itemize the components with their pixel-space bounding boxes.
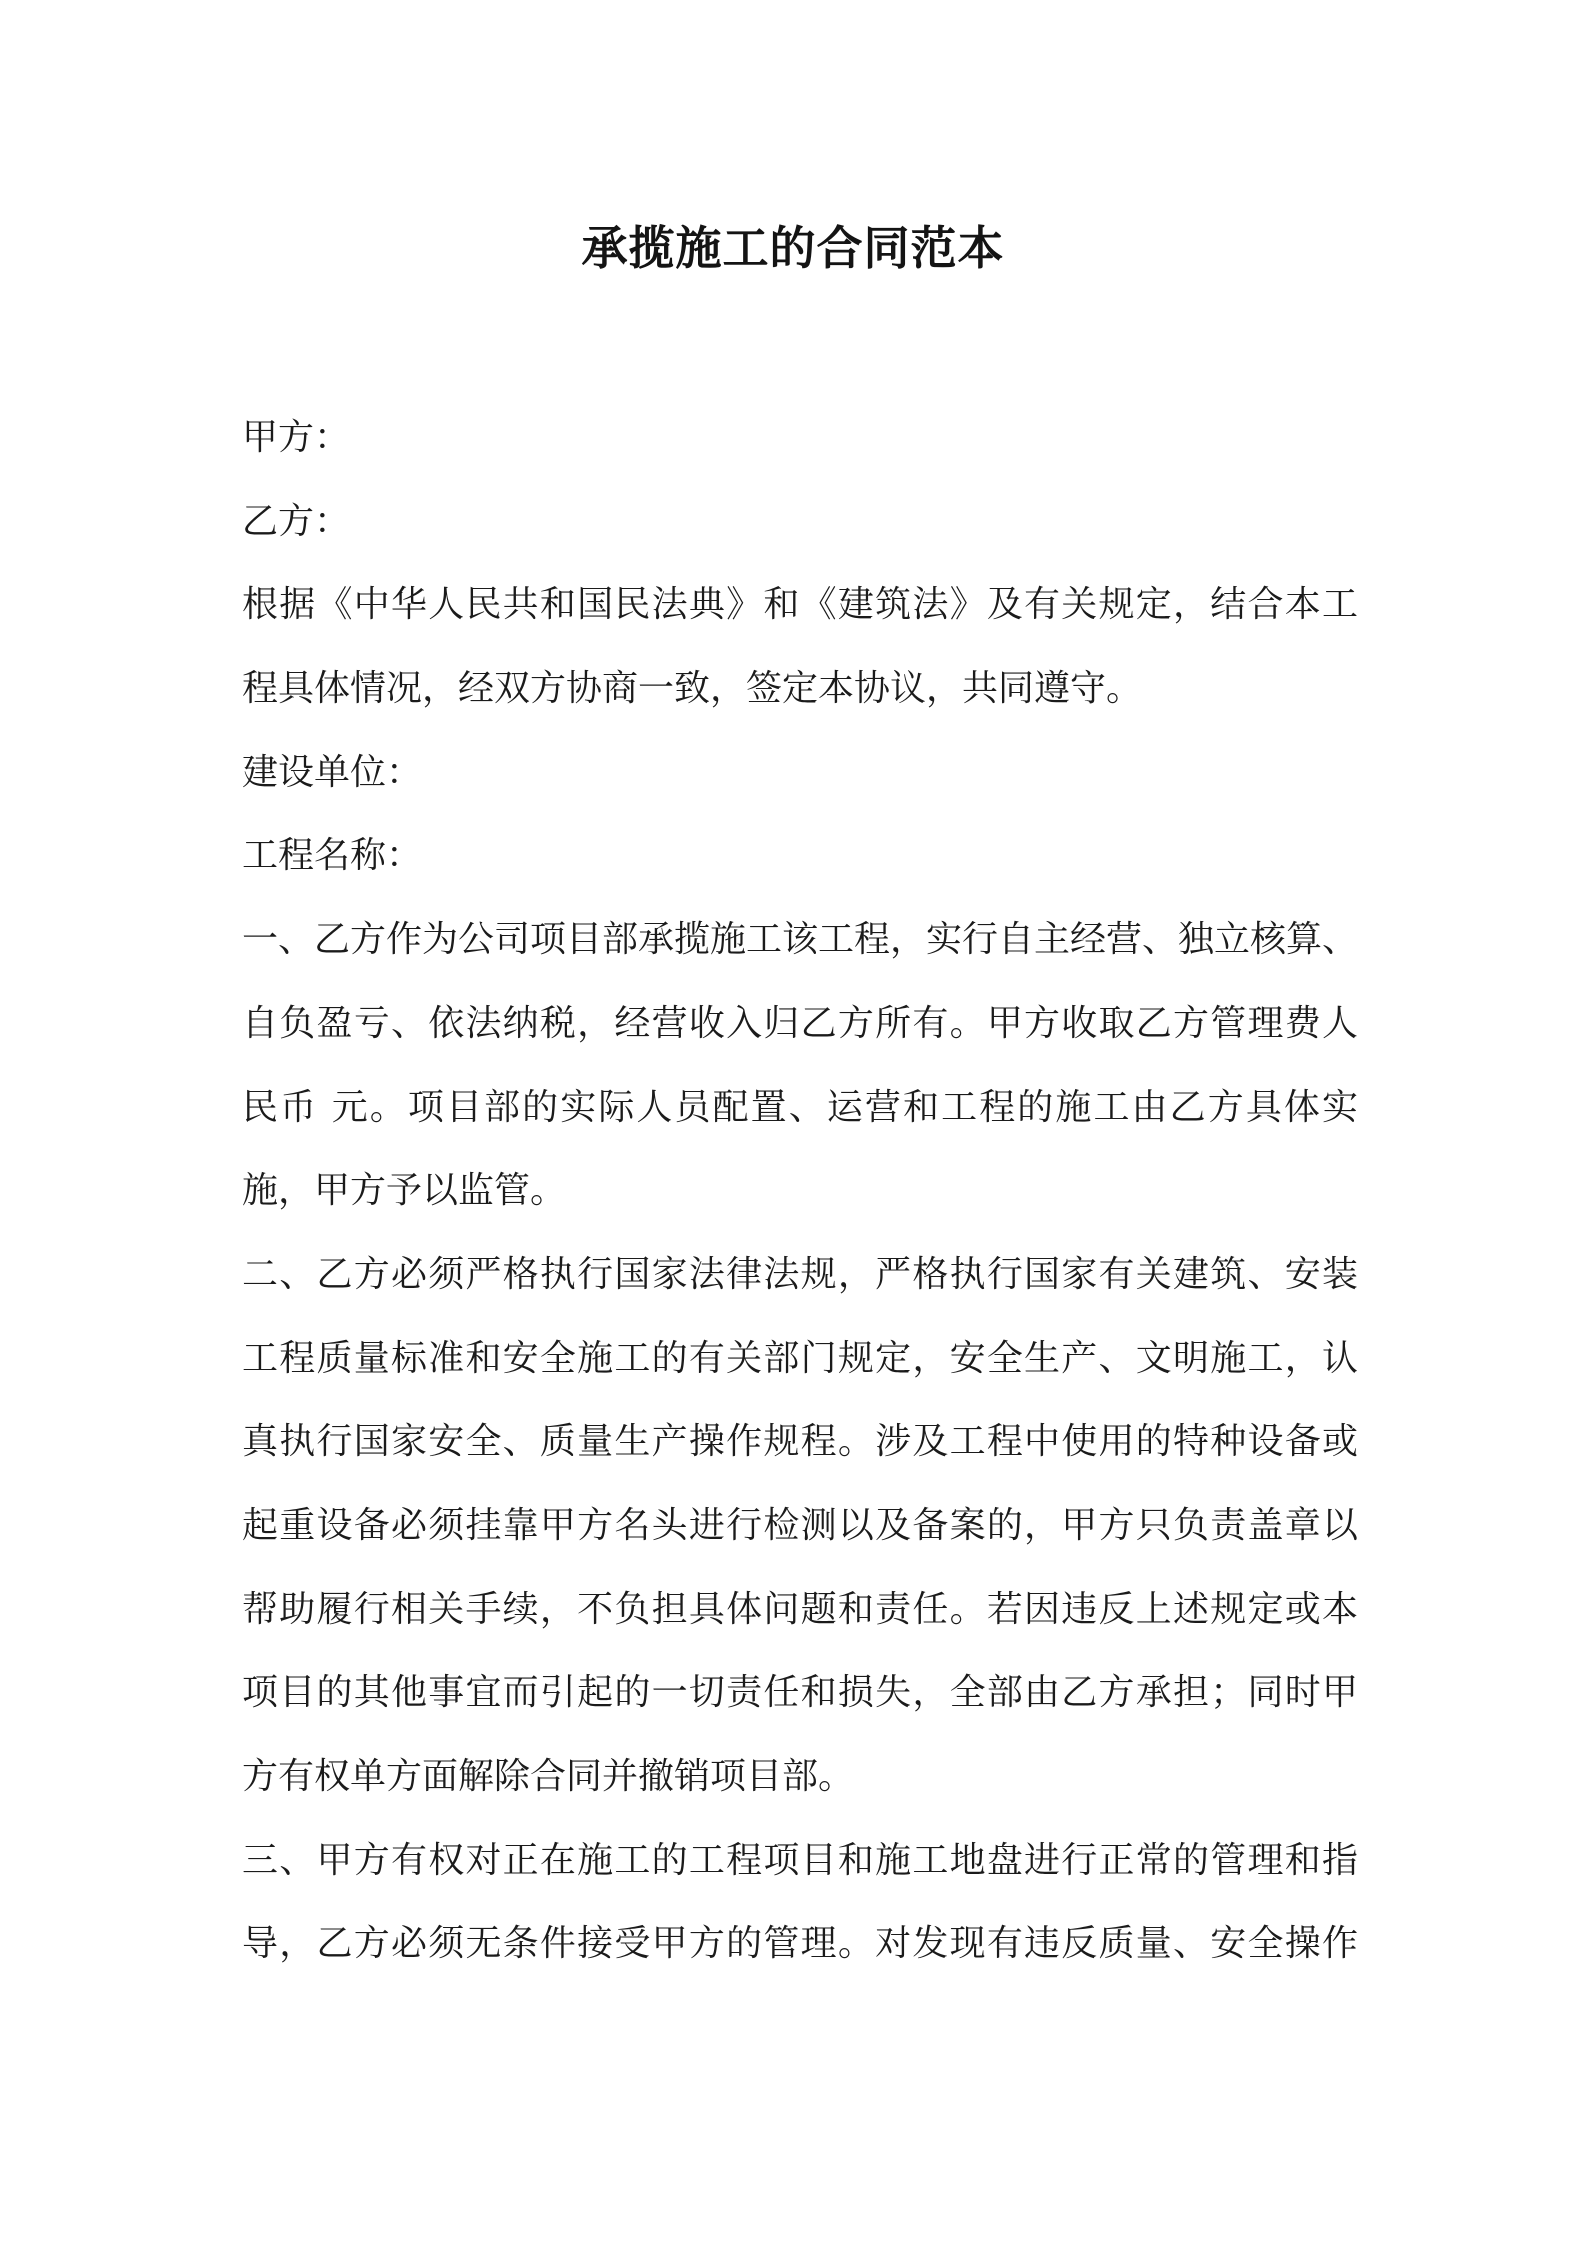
text-line: 项目的其他事宜而引起的一切责任和损失，全部由乙方承担；同时甲: [242, 1672, 1358, 1714]
text-line: 工程名称：: [242, 835, 423, 877]
text-line: 真执行国家安全、质量生产操作规程。涉及工程中使用的特种设备或: [242, 1421, 1358, 1463]
text-line: 二、乙方必须严格执行国家法律法规，严格执行国家有关建筑、安装: [242, 1253, 1358, 1295]
paragraph-clause-2: [242, 1233, 1358, 1819]
text-line: 自负盈亏、依法纳税，经营收入归乙方所有。甲方收取乙方管理费人: [242, 1002, 1358, 1044]
text-line: 方有权单方面解除合同并撤销项目部。: [242, 1756, 855, 1797]
text-line: 建设单位：: [242, 751, 423, 793]
text-line: 起重设备必须挂靠甲方名头进行检测以及备案的，甲方只负责盖章以: [242, 1504, 1358, 1546]
text-line: 帮助履行相关手续，不负担具体问题和责任。若因违反上述规定或本: [242, 1588, 1358, 1630]
paragraph-clause-3: [242, 1819, 1358, 1986]
document-body: [242, 396, 1358, 1986]
text-line: 甲方：: [242, 417, 351, 458]
paragraph-preamble: [242, 563, 1358, 730]
document-title: 承揽施工的合同范本: [581, 221, 1005, 275]
paragraph-clause-1: [242, 898, 1358, 1233]
text-line: 乙方：: [242, 500, 351, 542]
paragraph-party-a: [242, 396, 1358, 480]
text-line: 施，甲方予以监管。: [242, 1170, 567, 1212]
paragraph-project-name: [242, 814, 1358, 898]
paragraph-construction-unit: [242, 731, 1358, 815]
text-line: 导，乙方必须无条件接受甲方的管理。对发现有违反质量、安全操作: [242, 1923, 1358, 1965]
text-line: 根据《中华人民共和国民法典》和《建筑法》及有关规定，结合本工: [242, 584, 1358, 626]
text-line: 工程质量标准和安全施工的有关部门规定，安全生产、文明施工，认: [242, 1337, 1358, 1379]
paragraph-party-b: [242, 480, 1358, 564]
text-line: 程具体情况，经双方协商一致，签定本协议，共同遵守。: [242, 668, 1143, 710]
text-line: 民币 元。项目部的实际人员配置、运营和工程的施工由乙方具体实: [242, 1086, 1358, 1128]
text-line: 一、乙方作为公司项目部承揽施工该工程，实行自主经营、独立核算、: [242, 919, 1359, 961]
text-line: 三、甲方有权对正在施工的工程项目和施工地盘进行正常的管理和指: [242, 1839, 1358, 1881]
